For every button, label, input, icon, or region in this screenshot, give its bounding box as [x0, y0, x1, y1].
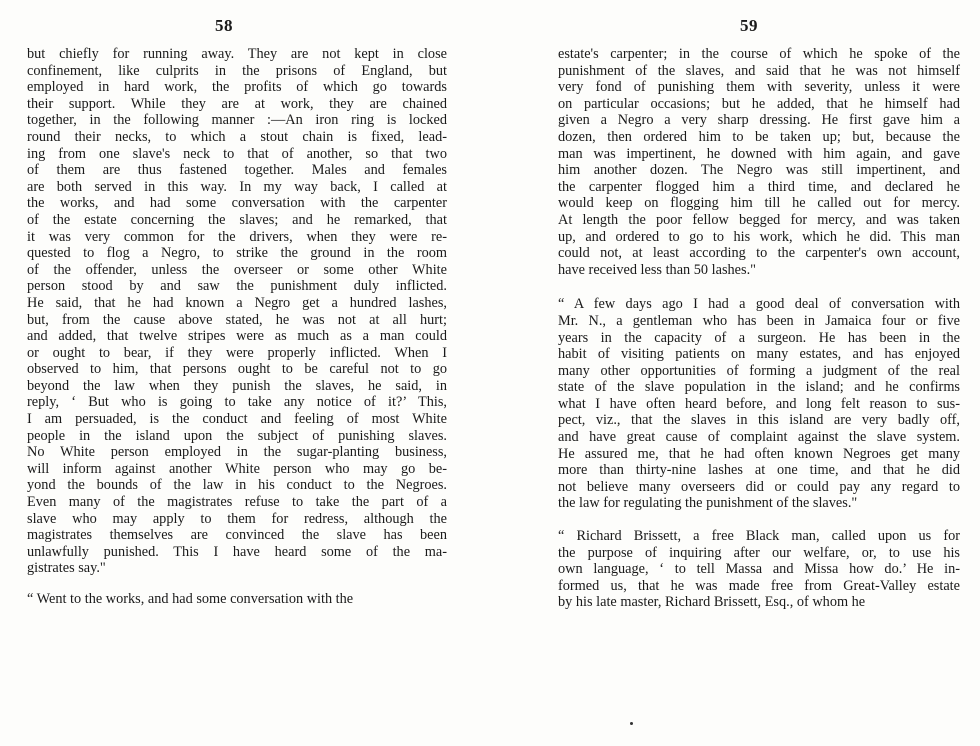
- text-line: the purpose of inquiring after our welfare, or, to use his: [558, 544, 960, 561]
- text-line: observed to him, that persons ought to be careful not to go: [27, 361, 447, 378]
- text-line: He assured me, that he had often known Negroes get many: [558, 445, 960, 462]
- text-line: unlawfully punished. This I have heard some of the ma-: [27, 543, 447, 560]
- text-line: own language, ‘ to tell Massa and Missa how do.’ He in-: [558, 561, 960, 578]
- text-line: what I have often heard before, and long felt reason to sus-: [558, 395, 960, 412]
- text-line: are both served in this way. In my way back, I called at: [27, 178, 447, 195]
- text-line: beyond the law when they punish the slaves, he said, in: [27, 377, 447, 394]
- text-line: of the offender, unless the overseer or some other White: [27, 261, 447, 278]
- text-line: “ A few days ago I had a good deal of conversation with: [558, 296, 960, 313]
- text-line: round their necks, to which a stout chain is fixed, lead-: [27, 128, 447, 145]
- text-line: but chiefly for running away. They are not kept in close: [27, 46, 447, 62]
- left-page: [0, 0, 470, 746]
- paragraph: [558, 46, 960, 278]
- text-line: the works, and had some conversation with the carpenter: [27, 195, 447, 212]
- right-page: [490, 0, 980, 746]
- page-body: [558, 46, 960, 611]
- text-line: I am persuaded, is the conduct and feeling of most White: [27, 411, 447, 428]
- paragraph: [27, 46, 447, 577]
- paragraph: [558, 528, 960, 611]
- paragraph-gap: [27, 577, 447, 591]
- text-line: habit of visiting patients on many estates, and has enjoyed: [558, 346, 960, 363]
- text-line: could not, at least according to the carpenter's own account,: [558, 245, 960, 262]
- text-line: employed in hard work, the profits of which go towards: [27, 79, 447, 96]
- text-line: “ Richard Brissett, a free Black man, called upon us for: [558, 528, 960, 545]
- text-line: many other opportunities of forming a judgment of the real: [558, 362, 960, 379]
- text-line: state of the slave population in the island; and he confirms: [558, 379, 960, 396]
- text-line: have received less than 50 lashes.": [558, 261, 756, 278]
- page-body: [27, 46, 447, 608]
- page-number: 58: [215, 16, 233, 35]
- text-line: punishment of the slaves, and said that he was not himself: [558, 62, 960, 79]
- text-line: estate's carpenter; in the course of which he spoke of the: [558, 46, 960, 62]
- text-line: yond the bounds of the law in his conduct to the Negroes.: [27, 477, 447, 494]
- paragraph: [27, 591, 447, 608]
- text-line: slave who may apply to them for redress, although the: [27, 510, 447, 527]
- text-line: ing from one slave's neck to that of another, so that two: [27, 145, 447, 162]
- text-line: people in the island upon the subject of punishing slaves.: [27, 427, 447, 444]
- text-line: given a Negro a very sharp dressing. He first gave him a: [558, 112, 960, 129]
- text-line: and added, that twelve stripes were as much as a man could: [27, 328, 447, 345]
- text-line: more than thirty-nine lashes at one time, and that he did: [558, 462, 960, 479]
- text-line: by his late master, Richard Brissett, Esq., of whom he: [558, 594, 866, 611]
- text-line: would keep on flogging him till he called out for mercy.: [558, 195, 960, 212]
- text-line: of them are thus fastened together. Males and females: [27, 162, 447, 179]
- text-line: and have great cause of complaint against the slave system.: [558, 429, 960, 446]
- text-line: pect, viz., that the slaves in this island are very badly off,: [558, 412, 960, 429]
- text-line: magistrates themselves are convinced the slave has been: [27, 527, 447, 544]
- paragraph-gap: [558, 512, 960, 528]
- text-line: gistrates say.": [27, 560, 106, 577]
- text-line: it was very common for the drivers, when they were re-: [27, 228, 447, 245]
- text-line: up, and ordered to go to his work, which he did. This man: [558, 228, 960, 245]
- text-line: very fond of punishing them with severity, unless it were: [558, 79, 960, 96]
- page-number: 59: [740, 16, 758, 35]
- text-line: confinement, like culprits in the prisons of England, but: [27, 62, 447, 79]
- text-line: At length the poor fellow begged for mercy, and was taken: [558, 211, 960, 228]
- text-line: together, in the following manner :—An iron ring is locked: [27, 112, 447, 129]
- text-line: man was impertinent, he downed with him again, and gave: [558, 145, 960, 162]
- text-line: reply, ‘ But who is going to take any notice of it?’ This,: [27, 394, 447, 411]
- paragraph-gap: [558, 278, 960, 296]
- text-line: of the estate concerning the slaves; and he remarked, that: [27, 211, 447, 228]
- print-speck: [630, 722, 633, 725]
- text-line: not believe many overseers did or could pay any regard to: [558, 478, 960, 495]
- text-line: Even many of the magistrates refuse to take the part of a: [27, 494, 447, 511]
- text-line: on particular occasions; but he added, that he himself had: [558, 95, 960, 112]
- text-line: Mr. N., a gentleman who has been in Jamaica four or five: [558, 312, 960, 329]
- text-line: the law for regulating the punishment of the slaves.": [558, 495, 858, 512]
- text-line: but, from the cause above stated, he was not at all hurt;: [27, 311, 447, 328]
- text-line: quested to flog a Negro, to strike the ground in the room: [27, 245, 447, 262]
- text-line: him another dozen. The Negro was still impertinent, and: [558, 162, 960, 179]
- text-line: the carpenter flogged him a third time, and declared he: [558, 178, 960, 195]
- text-line: No White person employed in the sugar-planting business,: [27, 444, 447, 461]
- text-line: “ Went to the works, and had some conversation with the: [27, 591, 354, 607]
- text-line: years in the capacity of a surgeon. He has been in the: [558, 329, 960, 346]
- paragraph: [558, 296, 960, 512]
- text-line: dozen, then ordered him to be taken up; but, because the: [558, 128, 960, 145]
- text-line: their support. While they are at work, they are chained: [27, 95, 447, 112]
- text-line: person stood by and saw the punishment duly inflicted.: [27, 278, 447, 295]
- text-line: formed us, that he was made free from Great-Valley estate: [558, 577, 960, 594]
- text-line: or ought to bear, if they were properly inflicted. When I: [27, 344, 447, 361]
- text-line: will inform against another White person who may go be-: [27, 460, 447, 477]
- text-line: He said, that he had known a Negro get a hundred lashes,: [27, 294, 447, 311]
